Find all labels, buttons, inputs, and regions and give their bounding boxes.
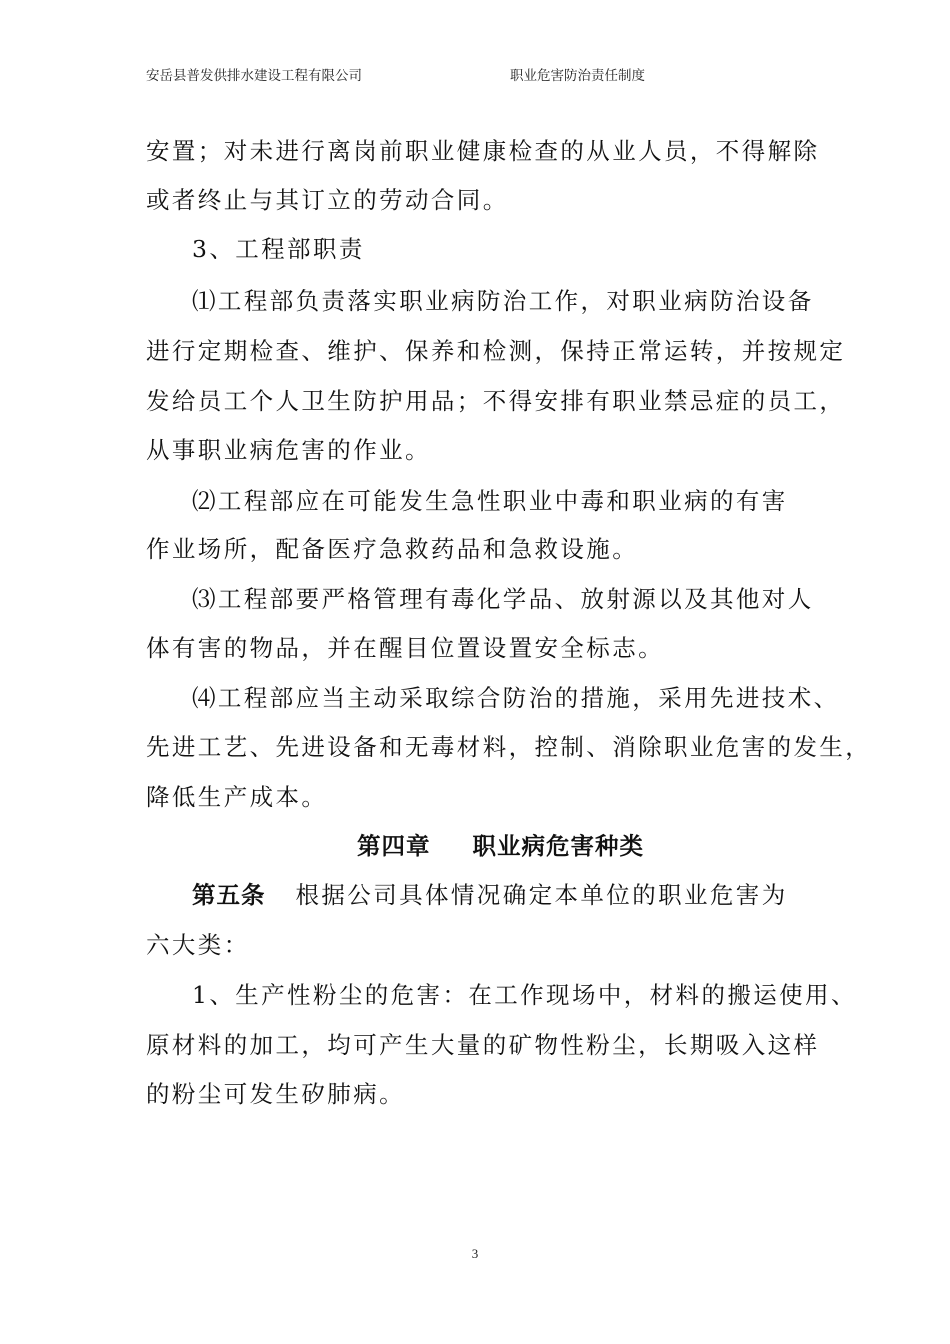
paragraph-line: 作业场所，配备医疗急救药品和急救设施。 — [146, 535, 639, 563]
page-number: 3 — [471, 1246, 479, 1261]
chapter-heading — [357, 821, 644, 871]
paragraph-line: 降低生产成本。 — [146, 783, 328, 811]
paragraph-line: 发给员工个人卫生防护用品；不得安排有职业禁忌症的员工， — [146, 387, 846, 415]
article-first-line — [192, 870, 788, 920]
document-body — [146, 0, 872, 1344]
article-second-line: 六大类： — [146, 931, 250, 959]
paragraph-line: 体有害的物品，并在醒目位置设置安全标志。 — [146, 634, 664, 662]
chapter-number: 第四章 — [357, 832, 431, 860]
paragraph-line: ⑴工程部负责落实职业病防治工作，对职业病防治设备 — [192, 287, 814, 315]
chapter-title: 职业病危害种类 — [472, 832, 644, 860]
paragraph-line: 进行定期检查、维护、保养和检测，保持正常运转，并按规定 — [146, 337, 846, 365]
section-heading: 3、工程部职责 — [192, 235, 365, 263]
article-text: 根据公司具体情况确定本单位的职业危害为 — [295, 881, 788, 909]
paragraph-line: 从事职业病危害的作业。 — [146, 436, 431, 464]
paragraph-line: 或者终止与其订立的劳动合同。 — [146, 186, 509, 214]
paragraph-line: ⑵工程部应在可能发生急性职业中毒和职业病的有害 — [192, 487, 788, 515]
header-company-name: 安岳县普发供排水建设工程有限公司 — [146, 68, 362, 84]
paragraph-line: 的粉尘可发生矽肺病。 — [146, 1080, 405, 1108]
paragraph-line: 先进工艺、先进设备和无毒材料，控制、消除职业危害的发生， — [146, 733, 872, 761]
article-label: 第五条 — [192, 881, 266, 909]
paragraph-line: 安置；对未进行离岗前职业健康检查的从业人员，不得解除 — [146, 137, 820, 165]
paragraph-line: ⑶工程部要严格管理有毒化学品、放射源以及其他对人 — [192, 585, 814, 613]
paragraph-line: ⑷工程部应当主动采取综合防治的措施，采用先进技术、 — [192, 684, 840, 712]
header-document-title: 职业危害防治责任制度 — [510, 68, 645, 84]
paragraph-line: 原材料的加工，均可产生大量的矿物性粉尘，长期吸入这样 — [146, 1031, 820, 1059]
paragraph-line: 1、生产性粉尘的危害：在工作现场中，材料的搬运使用、 — [192, 981, 857, 1009]
